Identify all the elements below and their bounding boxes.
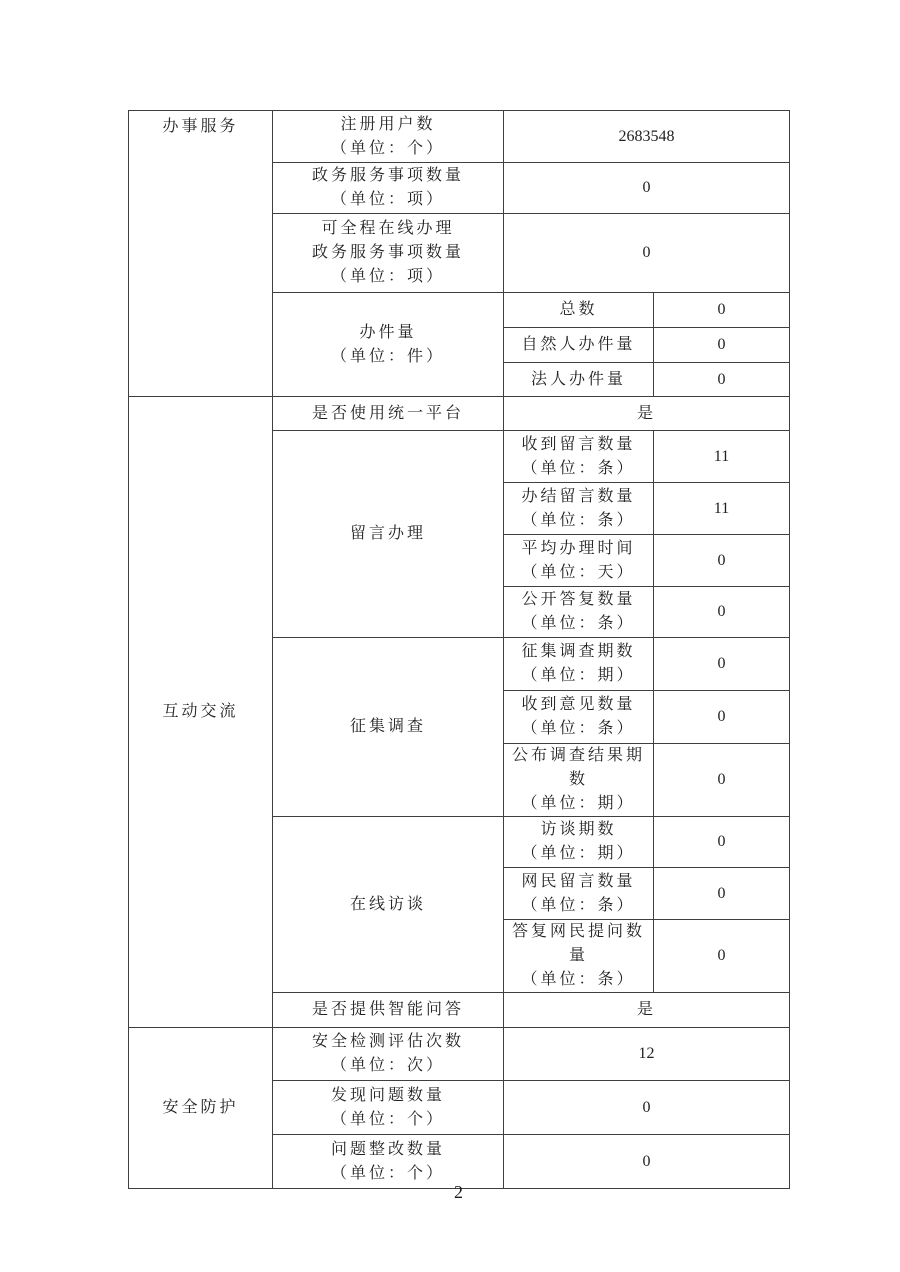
problems-found-label-cell: [273, 1081, 504, 1135]
label-text: 访谈期数: [540, 821, 617, 838]
category-label: 互动交流: [162, 703, 239, 720]
unit-text: （单位：个）: [330, 1110, 445, 1128]
service-items-value-cell: 0: [504, 163, 790, 214]
label-text: 网民留言数量: [521, 872, 636, 890]
security-assessments-value-cell: 12: [504, 1028, 790, 1081]
case-volume-legal-label-cell: 法人办件量: [504, 363, 654, 397]
label-text: 政务服务事项数量: [311, 167, 464, 184]
average-handling-time-label-cell: [504, 535, 654, 587]
page-number: 2: [454, 1182, 463, 1202]
report-table: [128, 110, 790, 1189]
smart-qa-value-cell: 是: [504, 993, 790, 1028]
label-text: 平均办理时间: [521, 539, 636, 557]
label-text: 征集调查期数: [521, 643, 636, 660]
label-text: 公布调查结果期数: [511, 747, 645, 788]
netizen-messages-label-cell: [504, 868, 654, 920]
opinions-received-value-cell: 0: [654, 691, 790, 744]
interview-periods-label-cell: [504, 817, 654, 868]
label-text: 问题整改数量: [330, 1140, 445, 1158]
service-items-label-cell: [273, 163, 504, 214]
problems-rectified-value-cell: 0: [504, 1135, 790, 1189]
unit-text: （单位：条）: [521, 511, 636, 529]
messages-completed-label-cell: [504, 483, 654, 535]
unit-text: （单位：个）: [330, 1164, 445, 1182]
category-label: 安全防护: [162, 1099, 239, 1116]
table-row: [129, 111, 790, 163]
problems-found-value-cell: 0: [504, 1081, 790, 1135]
unified-platform-label-cell: 是否使用统一平台: [273, 397, 504, 431]
messages-completed-value-cell: 11: [654, 483, 790, 535]
case-volume-natural-value-cell: 0: [654, 328, 790, 363]
questions-answered-value-cell: 0: [654, 920, 790, 993]
problems-rectified-label-cell: [273, 1135, 504, 1189]
case-volume-total-value-cell: 0: [654, 293, 790, 328]
category-label: 办事服务: [162, 118, 239, 135]
label-text: 发现问题数量: [330, 1086, 445, 1104]
table-row: [129, 397, 790, 431]
survey-results-value-cell: 0: [654, 744, 790, 817]
unit-text: （单位：条）: [521, 971, 636, 988]
unit-text: （单位：个）: [330, 139, 445, 157]
label-text: 安全检测评估次数: [311, 1033, 464, 1050]
surveys-group-cell: 征集调查: [273, 638, 504, 817]
security-assessments-label-cell: [273, 1028, 504, 1081]
netizen-messages-value-cell: 0: [654, 868, 790, 920]
unified-platform-value-cell: 是: [504, 397, 790, 431]
case-volume-natural-label-cell: 自然人办件量: [504, 328, 654, 363]
label-text: 办结留言数量: [521, 487, 636, 505]
label-text: 收到意见数量: [521, 696, 636, 713]
full-online-items-label-cell: [273, 214, 504, 293]
messages-received-label-cell: [504, 431, 654, 483]
label-text: 办件量: [359, 323, 417, 341]
registered-users-label-cell: [273, 111, 504, 163]
messages-received-value-cell: 11: [654, 431, 790, 483]
case-volume-total-label-cell: 总数: [504, 293, 654, 328]
label-text: 注册用户数: [340, 115, 436, 133]
category-cell-service: [129, 111, 273, 397]
survey-periods-label-cell: [504, 638, 654, 691]
interviews-group-cell: 在线访谈: [273, 817, 504, 993]
unit-text: （单位：天）: [521, 563, 636, 581]
unit-text: （单位：条）: [521, 720, 636, 737]
full-online-items-value-cell: 0: [504, 214, 790, 293]
public-replies-label-cell: [504, 587, 654, 638]
category-cell-interaction: [129, 397, 273, 1028]
label-text: 政务服务事项数量: [311, 244, 464, 261]
unit-text: （单位：期）: [521, 845, 636, 862]
public-replies-value-cell: 0: [654, 587, 790, 638]
label-text: 答复网民提问数量: [511, 923, 645, 964]
label-text: 公开答复数量: [521, 591, 636, 608]
unit-text: （单位：件）: [330, 347, 445, 365]
smart-qa-label-cell: 是否提供智能问答: [273, 993, 504, 1028]
average-handling-time-value-cell: 0: [654, 535, 790, 587]
unit-text: （单位：次）: [330, 1057, 445, 1074]
table-row: [129, 1028, 790, 1081]
unit-text: （单位：条）: [521, 459, 636, 477]
questions-answered-label-cell: [504, 920, 654, 993]
survey-periods-value-cell: 0: [654, 638, 790, 691]
category-cell-security: [129, 1028, 273, 1189]
survey-results-label-cell: [504, 744, 654, 817]
label-text: 收到留言数量: [521, 435, 636, 453]
unit-text: （单位：条）: [521, 615, 636, 632]
opinions-received-label-cell: [504, 691, 654, 744]
registered-users-value-cell: 2683548: [504, 111, 790, 163]
unit-text: （单位：项）: [330, 268, 445, 285]
label-text: 可全程在线办理: [321, 220, 455, 237]
unit-text: （单位：期）: [521, 795, 636, 812]
message-handling-group-cell: 留言办理: [273, 431, 504, 638]
case-volume-legal-value-cell: 0: [654, 363, 790, 397]
case-volume-group-cell: [273, 293, 504, 397]
unit-text: （单位：条）: [521, 896, 636, 914]
unit-text: （单位：期）: [521, 667, 636, 684]
unit-text: （单位：项）: [330, 191, 445, 208]
interview-periods-value-cell: 0: [654, 817, 790, 868]
